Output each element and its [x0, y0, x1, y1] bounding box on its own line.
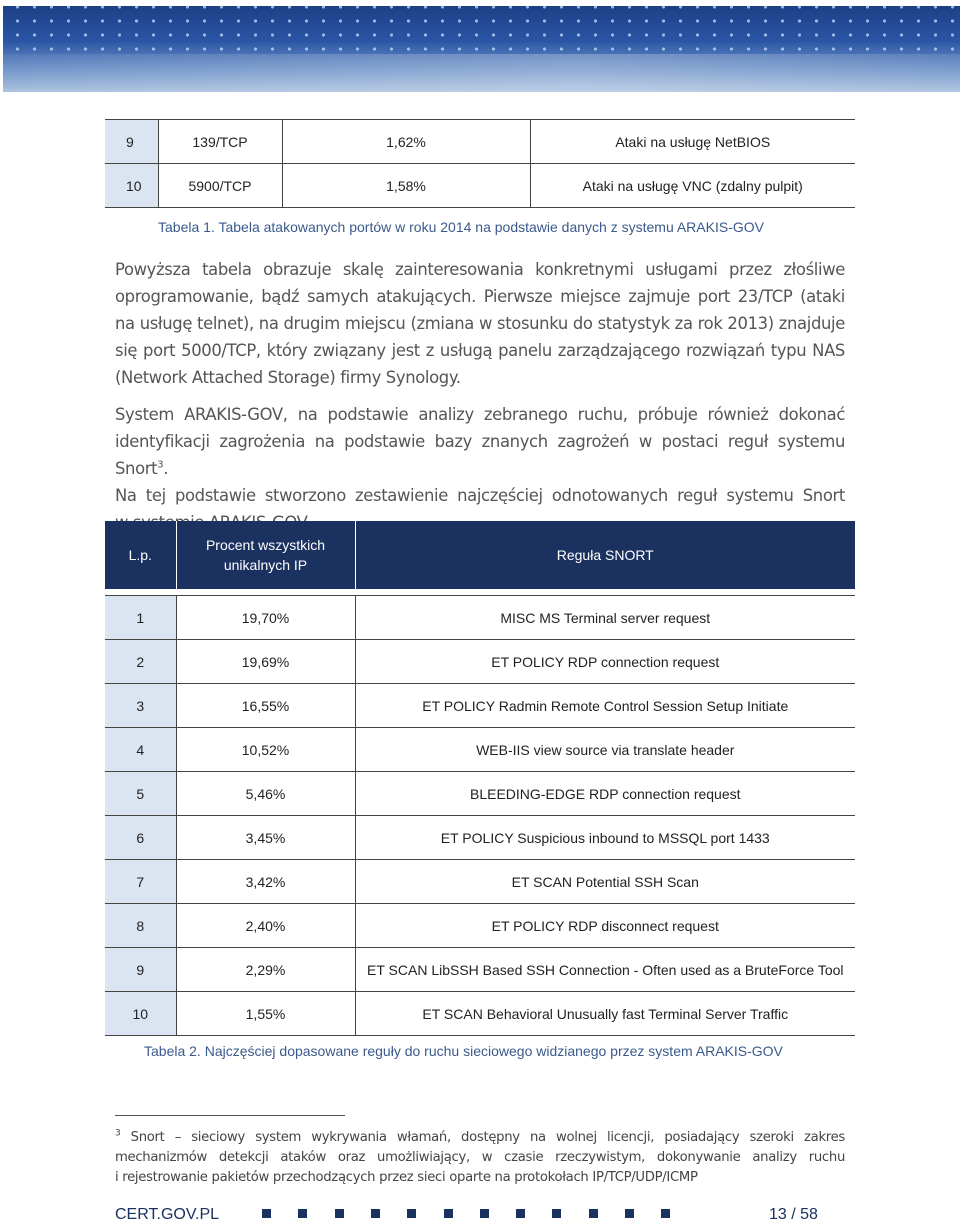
table-row [105, 164, 855, 208]
rule-cell: WEB-IIS view source via translate header [355, 728, 855, 772]
paragraph-line: (Network Attached Storage) firmy Synology. [115, 368, 461, 387]
paragraph-line [115, 428, 845, 482]
paragraph-line: System ARAKIS-GOV, na podstawie analizy zebranego ruchu, próbuje również dokonać [115, 405, 845, 424]
footer-square [262, 1209, 271, 1218]
percent-cell: 3,42% [176, 860, 355, 904]
paragraph-line: Powyższa tabela obrazuje skalę zainteresowania konkretnymi usługami przez złośliwe [115, 260, 845, 279]
row-number: 6 [105, 816, 176, 860]
footnote-ref: 3 [157, 459, 164, 471]
table-header-row [105, 521, 855, 589]
header-percent [176, 521, 355, 589]
row-number: 9 [105, 948, 176, 992]
footer-square [516, 1209, 525, 1218]
table-row [105, 948, 855, 992]
rule-cell: ET POLICY RDP disconnect request [355, 904, 855, 948]
snort-rules-body [105, 596, 855, 1036]
row-number: 2 [105, 640, 176, 684]
header-banner [3, 6, 960, 92]
rule-cell: ET SCAN LibSSH Based SSH Connection - Often used as a BruteForce Tool [355, 948, 855, 992]
snort-rules-table [105, 521, 855, 1036]
port-cell: 139/TCP [158, 120, 282, 164]
percent-cell: 19,69% [176, 640, 355, 684]
paragraph-1 [115, 256, 845, 391]
table-row [105, 728, 855, 772]
rule-cell: ET SCAN Potential SSH Scan [355, 860, 855, 904]
percent-cell: 10,52% [176, 728, 355, 772]
table-row [105, 860, 855, 904]
footer-square [589, 1209, 598, 1218]
percent-cell: 2,29% [176, 948, 355, 992]
row-number: 10 [105, 992, 176, 1036]
rule-cell: MISC MS Terminal server request [355, 596, 855, 640]
paragraph-line: oprogramowanie, bądź samych atakujących. Pierwsze miejsce zajmuje port 23/TCP (ataki [115, 287, 845, 306]
caption-label: Tabela 2. [144, 1043, 201, 1059]
footer-square [444, 1209, 453, 1218]
header-percent-line2: unikalnych IP [223, 557, 308, 573]
footer-site: CERT.GOV.PL [115, 1206, 220, 1223]
footer-square [661, 1209, 670, 1218]
caption-text: Najczęściej dopasowane reguły do ruchu sieciowego widzianego przez system ARAKIS-GOV [204, 1043, 783, 1059]
rule-cell: ET SCAN Behavioral Unusually fast Terminal Server Traffic [355, 992, 855, 1036]
row-number: 10 [105, 164, 158, 208]
table-row [105, 772, 855, 816]
header-lp: L.p. [105, 521, 176, 589]
footnote-text: Snort – sieciowy system wykrywania włamań, dostępny na wolnej licencji, posiadający szeroki zakres [130, 1130, 845, 1145]
ports-table [105, 119, 855, 208]
footer-square [625, 1209, 634, 1218]
row-number: 5 [105, 772, 176, 816]
page-number: 13 / 58 [769, 1206, 818, 1223]
rule-cell: ET POLICY RDP connection request [355, 640, 855, 684]
line-end: . [163, 459, 169, 478]
footer-square [371, 1209, 380, 1218]
caption-text: Tabela atakowanych portów w roku 2014 na podstawie danych z systemu ARAKIS-GOV [218, 219, 764, 235]
table-row [105, 904, 855, 948]
header-percent-line1: Procent wszystkich [205, 537, 326, 553]
footer-square [407, 1209, 416, 1218]
description-cell: Ataki na usługę NetBIOS [530, 120, 855, 164]
table-row [105, 640, 855, 684]
table-row [105, 992, 855, 1036]
footer-square [298, 1209, 307, 1218]
table-row [105, 596, 855, 640]
header-rule: Reguła SNORT [355, 521, 855, 589]
percent-cell: 3,45% [176, 816, 355, 860]
footnote-divider [115, 1115, 345, 1116]
percent-cell: 1,58% [282, 164, 530, 208]
percent-cell: 16,55% [176, 684, 355, 728]
rule-cell: ET POLICY Suspicious inbound to MSSQL port 1433 [355, 816, 855, 860]
paragraph-2 [115, 401, 845, 536]
footer-square [552, 1209, 561, 1218]
paragraph-line: się port 5000/TCP, który związany jest z usługą panelu zarządzającego rozwiązań typu NAS [115, 341, 845, 360]
description-cell: Ataki na usługę VNC (zdalny pulpit) [530, 164, 855, 208]
banner-fade [3, 54, 960, 92]
footnote [115, 1128, 845, 1188]
table-row [105, 816, 855, 860]
paragraph-line: na usługę telnet), na drugim miejscu (zmiana w stosunku do statystyk za rok 2013) znajduje [115, 314, 845, 333]
percent-cell: 5,46% [176, 772, 355, 816]
table-row [105, 684, 855, 728]
table2-caption [144, 1043, 783, 1059]
line-text: identyfikacji zagrożenia na podstawie bazy znanych zagrożeń w postaci reguł systemu Snort [115, 432, 845, 478]
footer-square [335, 1209, 344, 1218]
caption-label: Tabela 1. [158, 219, 215, 235]
percent-cell: 1,62% [282, 120, 530, 164]
footer-square [480, 1209, 489, 1218]
table1-caption [158, 219, 764, 235]
row-number: 3 [105, 684, 176, 728]
port-cell: 5900/TCP [158, 164, 282, 208]
row-number: 7 [105, 860, 176, 904]
footnote-line: i rejestrowanie pakietów przechodzących przez sieci oparte na protokołach IP/TCP/UDP/ICMP [115, 1170, 698, 1185]
row-number: 8 [105, 904, 176, 948]
footnote-number: 3 [115, 1128, 121, 1139]
rule-cell: BLEEDING-EDGE RDP connection request [355, 772, 855, 816]
footnote-line: mechanizmów detekcji ataków oraz umożliwiający, w czasie rzeczywistym, dokonywanie analizy ruchu [115, 1150, 845, 1165]
rule-cell: ET POLICY Radmin Remote Control Session Setup Initiate [355, 684, 855, 728]
row-number: 1 [105, 596, 176, 640]
percent-cell: 2,40% [176, 904, 355, 948]
percent-cell: 1,55% [176, 992, 355, 1036]
row-number: 4 [105, 728, 176, 772]
footnote-line [115, 1128, 845, 1148]
paragraph-line: Na tej podstawie stworzono zestawienie najczęściej odnotowanych reguł systemu Snort [115, 486, 845, 505]
row-number: 9 [105, 120, 158, 164]
table-row [105, 120, 855, 164]
banner-dot-pattern [3, 6, 960, 56]
percent-cell: 19,70% [176, 596, 355, 640]
